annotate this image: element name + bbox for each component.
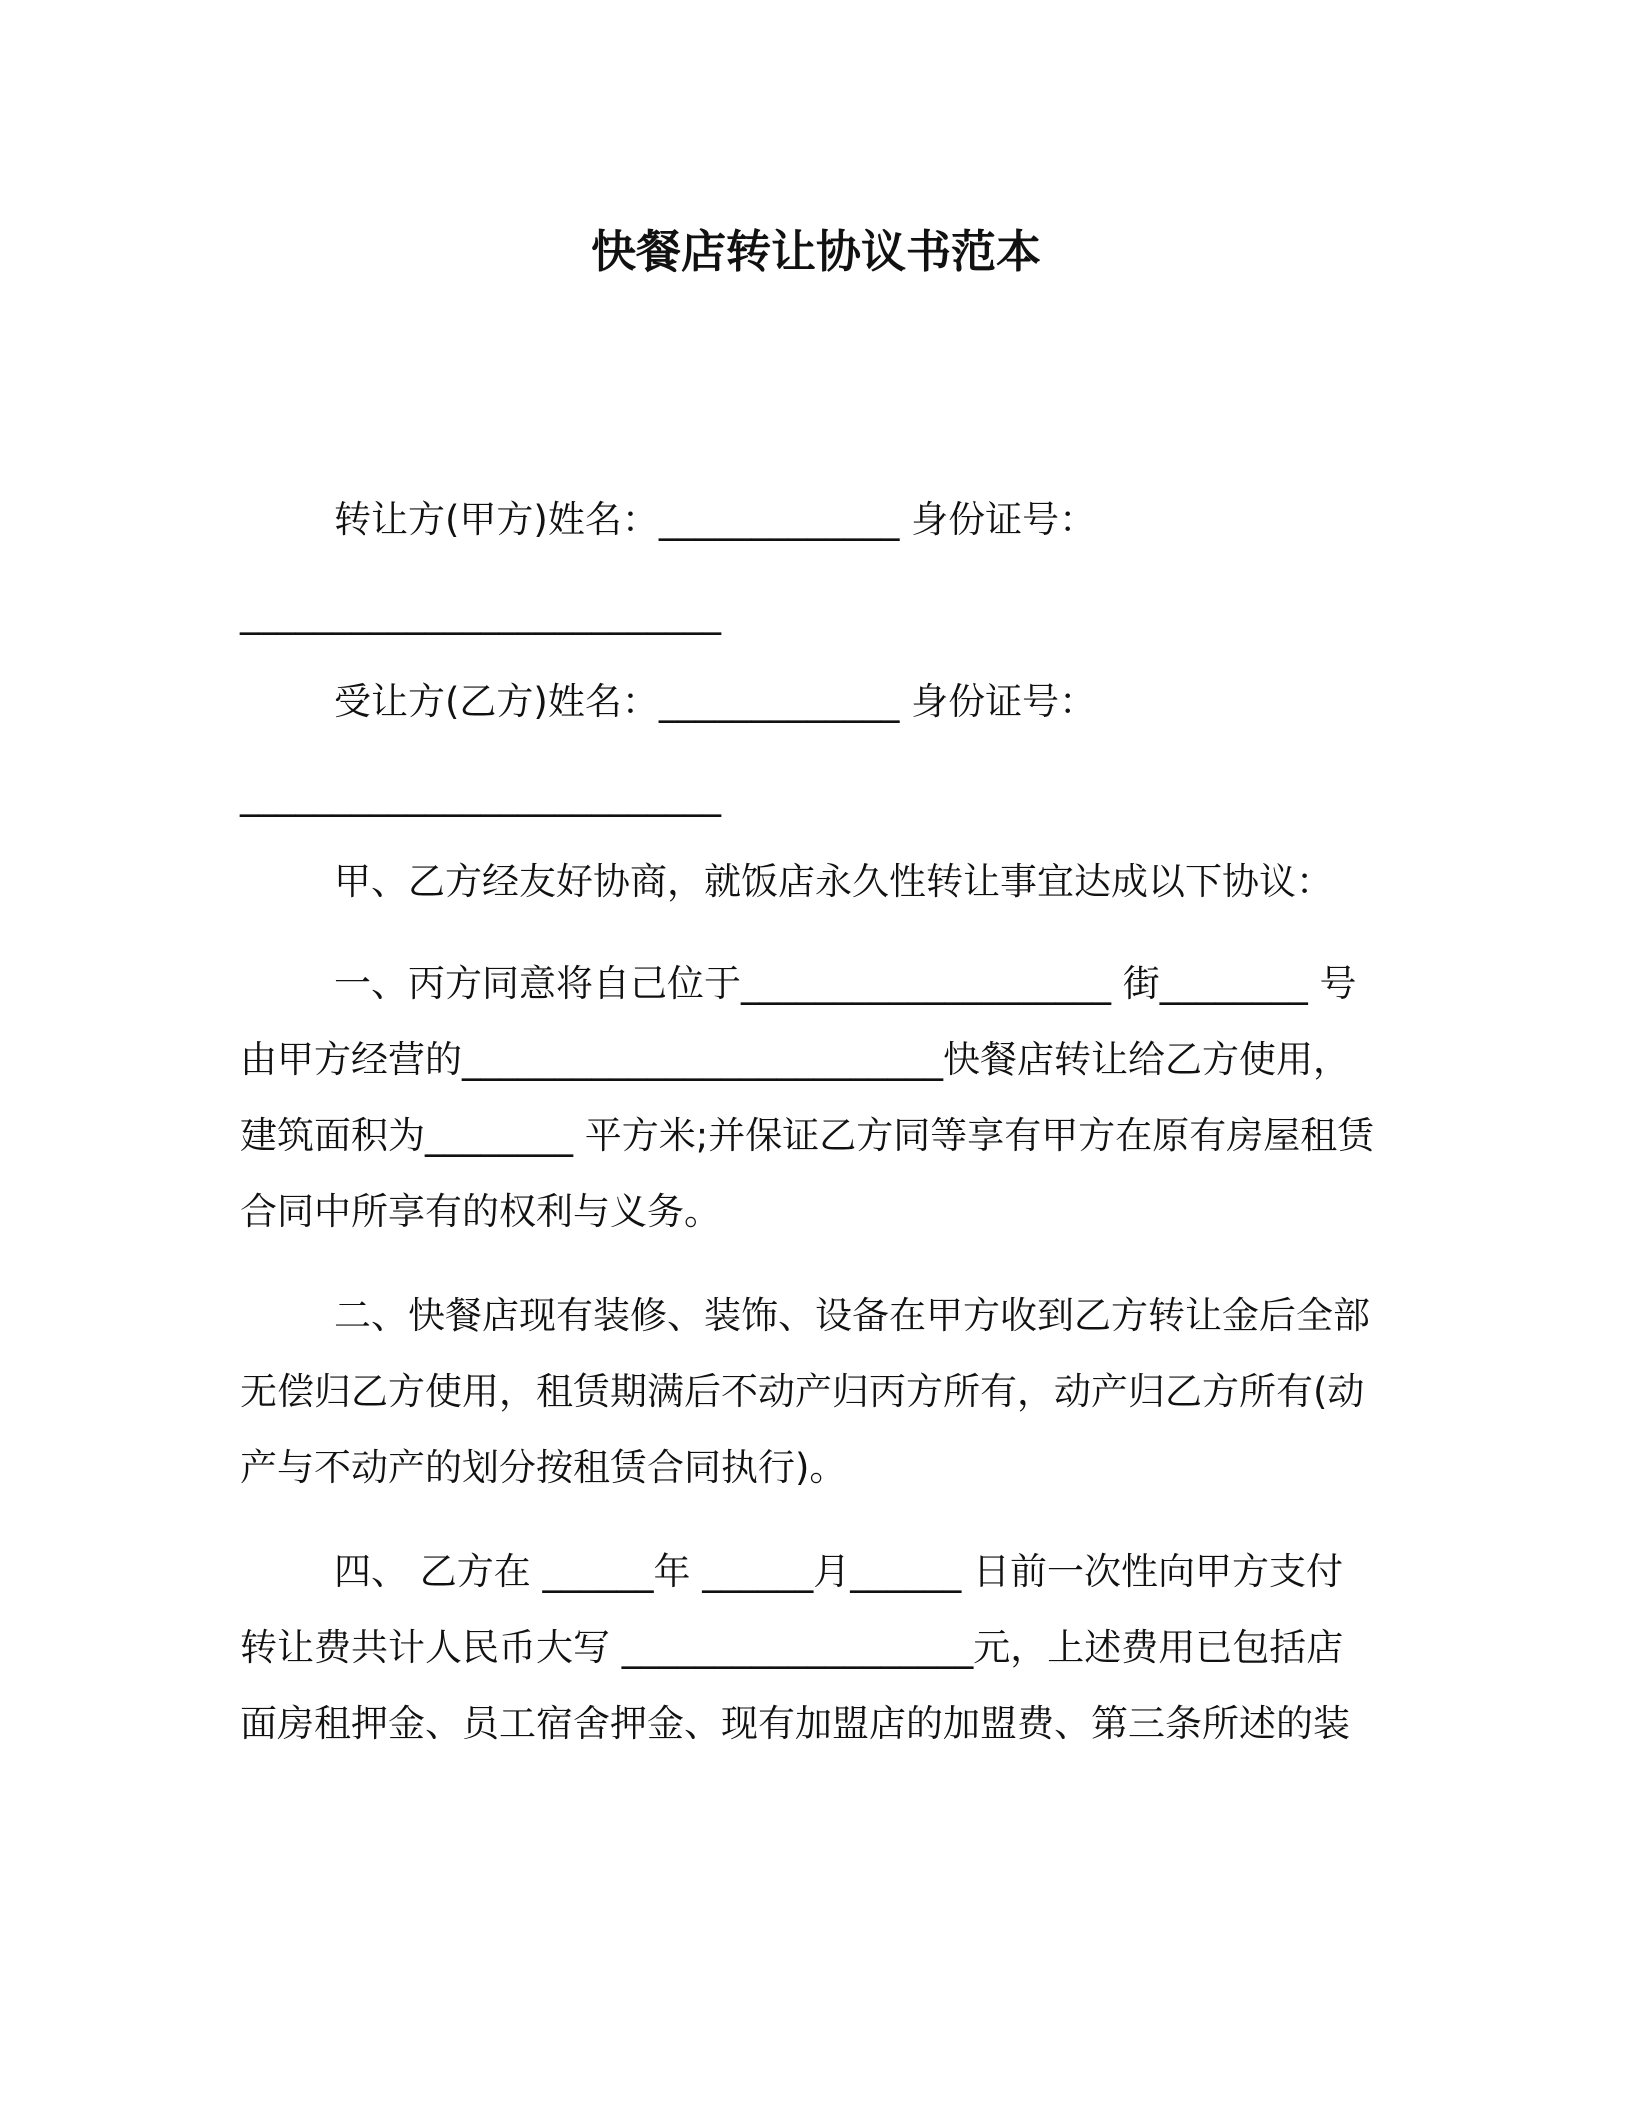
paragraph-line: 转让方(甲方)姓名：_____________ 身份证号：: [334, 498, 1097, 541]
paragraph-line: 一、丙方同意将自己位于____________________ 街________ 号: [334, 962, 1357, 1005]
paragraph-line: 合同中所享有的权利与义务。: [240, 1190, 721, 1233]
paragraph-line: 受让方(乙方)姓名：_____________ 身份证号：: [334, 680, 1097, 723]
paragraph-line: 面房租押金、员工宿舍押金、现有加盟店的加盟费、第三条所述的装: [240, 1702, 1350, 1745]
paragraph-line: __________________________: [240, 592, 721, 635]
document-title: 快餐店转让协议书范本: [590, 225, 1041, 278]
paragraph-line: 产与不动产的划分按租赁合同执行)。: [240, 1446, 847, 1489]
paragraph-line: 建筑面积为________ 平方米;并保证乙方同等享有甲方在原有房屋租赁: [240, 1114, 1375, 1157]
paragraph-line: 二、快餐店现有装修、装饰、设备在甲方收到乙方转让金后全部: [334, 1294, 1370, 1337]
paragraph-line: 由甲方经营的__________________________快餐店转让给乙方使用，: [240, 1038, 1350, 1081]
paragraph-line: 四、 乙方在 ______年 ______月______ 日前一次性向甲方支付: [334, 1550, 1344, 1593]
paragraph-line: 甲、乙方经友好协商，就饭店永久性转让事宜达成以下协议：: [334, 860, 1333, 903]
paragraph-line: 无偿归乙方使用，租赁期满后不动产归丙方所有，动产归乙方所有(动: [240, 1370, 1365, 1413]
paragraph-line: __________________________: [240, 774, 721, 817]
paragraph-line: 转让费共计人民币大写 ___________________元，上述费用已包括店: [240, 1626, 1344, 1669]
